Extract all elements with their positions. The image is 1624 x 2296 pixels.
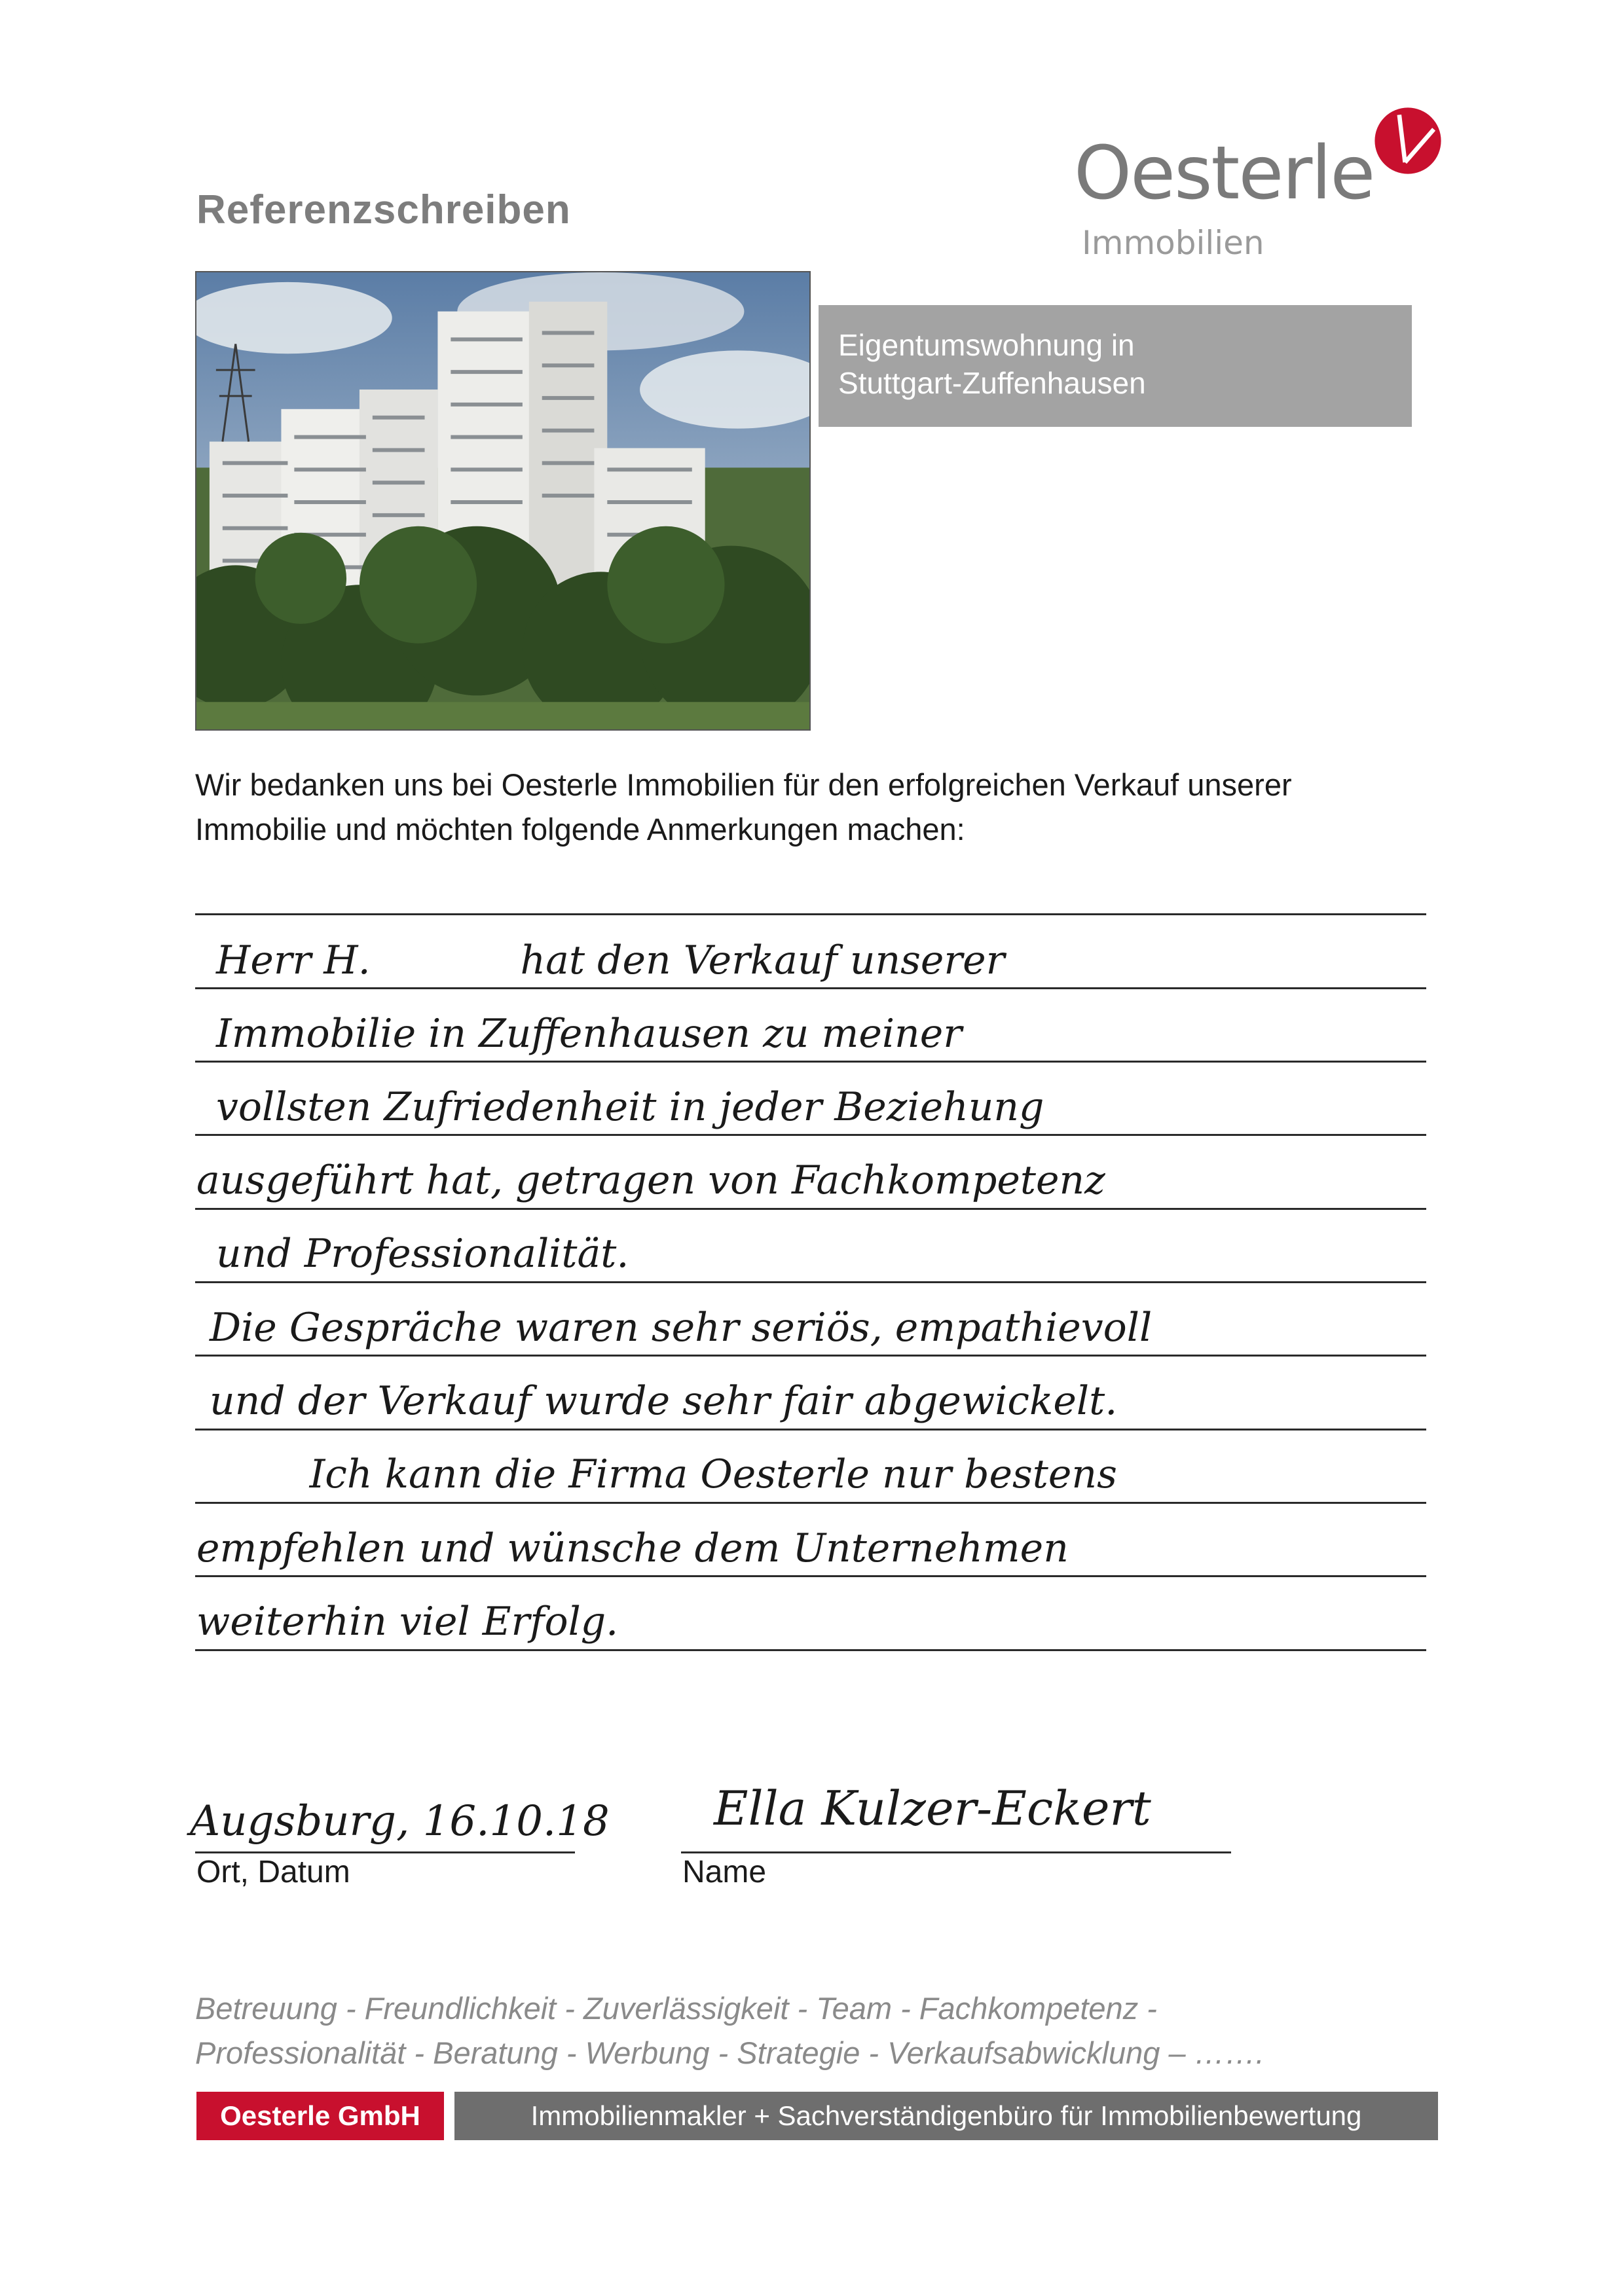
writing-line [195, 1281, 1426, 1283]
writing-line [195, 1575, 1426, 1577]
values-line-2: Professionalität - Beratung - Werbung - Strategie - Verkaufsabwicklung – ……. [195, 2035, 1264, 2070]
intro-text [195, 763, 1439, 852]
intro-line-2: Immobilie und möchten folgende Anmerkungen machen: [195, 812, 965, 847]
handwritten-line: ausgeführt hat, getragen von Fachkompetenz [196, 1157, 1105, 1203]
writing-line [195, 1502, 1426, 1504]
logo-mark-icon [1372, 105, 1444, 177]
handwritten-line: Ich kann die Firma Oesterle nur bestens [210, 1451, 1117, 1497]
place-date-handwritten: Augsburg, 16.10.18 [190, 1797, 610, 1846]
signature-name-handwritten: Ella Kulzer-Eckert [714, 1781, 1151, 1836]
handwritten-line: und der Verkauf wurde sehr fair abgewickelt. [210, 1378, 1118, 1424]
values-line-1: Betreuung - Freundlichkeit - Zuverlässigkeit - Team - Fachkompetenz - [195, 1991, 1157, 2026]
writing-line [195, 1649, 1426, 1651]
place-date-line [195, 1851, 575, 1853]
writing-line [195, 1429, 1426, 1430]
name-label: Name [682, 1855, 767, 1889]
handwritten-line: weiterhin viel Erfolg. [196, 1599, 619, 1645]
intro-line-1: Wir bedanken uns bei Oesterle Immobilien für den erfolgreichen Verkauf unserer [195, 767, 1292, 802]
handwritten-line: vollsten Zufriedenheit in jeder Beziehung [216, 1084, 1044, 1130]
writing-line [195, 987, 1426, 989]
writing-line [195, 1061, 1426, 1063]
property-title-box [819, 305, 1412, 427]
handwritten-line: und Professionalität. [216, 1231, 629, 1277]
handwritten-line: empfehlen und wünsche dem Unternehmen [196, 1525, 1069, 1571]
handwritten-line: Die Gespräche waren sehr seriös, empathievoll [210, 1305, 1153, 1351]
property-title-line-2: Stuttgart-Zuffenhausen [838, 366, 1146, 400]
logo-subtitle: Immobilien [1082, 224, 1264, 262]
page-title: Referenzschreiben [196, 187, 571, 232]
footer-tagline: Immobilienmakler + Sachverständigenbüro für Immobilienbewertung [454, 2092, 1438, 2140]
property-title-line-1: Eigentumswohnung in [838, 328, 1135, 362]
property-photo [195, 271, 811, 731]
writing-line [195, 1208, 1426, 1210]
logo-name: Oesterle [1074, 131, 1375, 216]
place-date-label: Ort, Datum [196, 1855, 350, 1889]
footer-company: Oesterle GmbH [196, 2092, 444, 2140]
writing-line [195, 913, 1426, 915]
writing-line [195, 1134, 1426, 1136]
handwritten-line: Herr H. hat den Verkauf unserer [216, 938, 1005, 983]
handwritten-line: Immobilie in Zuffenhausen zu meiner [216, 1011, 962, 1057]
writing-line [195, 1355, 1426, 1357]
name-line [681, 1851, 1231, 1853]
company-logo [1074, 105, 1441, 275]
